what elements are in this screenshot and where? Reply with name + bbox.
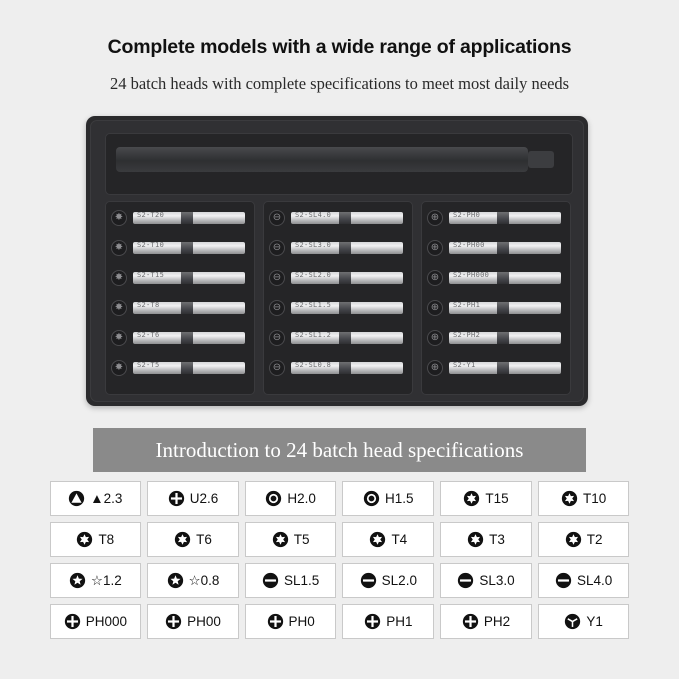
bit-slot [269, 238, 407, 259]
spec-cell-label: T3 [489, 532, 505, 547]
bit-code: S2-T20 [137, 211, 165, 219]
phillips-bit-icon [267, 613, 284, 630]
bit-code: S2-T6 [137, 331, 160, 339]
spec-cell-label: Y1 [586, 614, 603, 629]
screwdriver-bit [133, 212, 245, 224]
bit-code: S2-PH2 [453, 331, 481, 339]
bit-slot [269, 208, 407, 229]
torx-socket-icon: ✸ [111, 270, 127, 286]
triangle-bit-icon [68, 490, 85, 507]
bit-code: S2-T15 [137, 271, 165, 279]
bit-slot [427, 238, 565, 259]
slotted-socket-icon: ⊖ [269, 240, 285, 256]
screwdriver-bit [449, 212, 561, 224]
bit-collar [497, 242, 509, 254]
spec-cell [342, 481, 434, 516]
torx-bit-icon [565, 531, 582, 548]
spec-cell [440, 481, 532, 516]
bit-slot [269, 298, 407, 319]
spec-cell-label: PH1 [386, 614, 413, 629]
spec-cell-label: PH0 [288, 614, 315, 629]
spec-cell [245, 522, 337, 557]
bit-slot [427, 268, 565, 289]
screwdriver-bit [291, 242, 403, 254]
screwdriver-bit [133, 242, 245, 254]
pentalobe-bit-icon [69, 572, 86, 589]
screwdriver-bit [133, 332, 245, 344]
spec-cell-label: PH2 [483, 614, 511, 629]
phillips-bit-icon [165, 613, 182, 630]
bit-slot [269, 358, 407, 379]
spec-cell [440, 604, 532, 639]
spec-cell-label: ▲2.3 [90, 491, 123, 506]
spec-cell-label: T15 [485, 491, 509, 506]
bit-collar [339, 332, 351, 344]
torx-bit-icon [467, 531, 484, 548]
spec-cell-label: T5 [293, 532, 310, 547]
spec-cell-label: T6 [196, 532, 212, 547]
handle-compartment [105, 133, 573, 195]
spec-cell-label: T2 [586, 532, 603, 547]
page-title: Complete models with a wide range of applications [107, 36, 572, 58]
screwdriver-bit [291, 272, 403, 284]
spec-cell-label: SL2.0 [381, 573, 417, 588]
bit-code: S2-SL2.0 [295, 271, 332, 279]
page-subtitle: 24 batch heads with complete specifications to meet most daily needs [109, 74, 570, 93]
bit-code: S2-SL1.2 [295, 331, 332, 339]
phillips-socket-icon: ⊕ [427, 270, 443, 286]
screwdriver-bit [133, 272, 245, 284]
bit-code: S2-SL1.5 [295, 301, 332, 309]
spec-cell [50, 481, 142, 516]
spec-table [50, 481, 630, 639]
spec-cell-label: T4 [391, 532, 408, 547]
torx-socket-icon: ✸ [111, 210, 127, 226]
screwdriver-bit [133, 362, 245, 374]
spec-cell-label: PH000 [85, 614, 127, 629]
bit-slot [111, 208, 249, 229]
bit-collar [497, 332, 509, 344]
bit-slot [427, 328, 565, 349]
screwdriver-bit [291, 212, 403, 224]
bit-slot [427, 298, 565, 319]
slotted-socket-icon: ⊖ [269, 210, 285, 226]
bit-slot [427, 208, 565, 229]
product-photo [0, 110, 679, 420]
screwdriver-bit [291, 302, 403, 314]
bit-code: S2-SL4.0 [295, 211, 332, 219]
spec-cell [342, 522, 434, 557]
handle-tip [528, 151, 554, 168]
screwdriver-bit [133, 302, 245, 314]
spec-cell-label: PH00 [187, 614, 221, 629]
bit-collar [339, 212, 351, 224]
bit-code: S2-T8 [137, 301, 160, 309]
hex-bit-icon [363, 490, 380, 507]
spec-cell-label: SL3.0 [479, 573, 515, 588]
spec-cell [342, 563, 434, 598]
phillips-bit-icon [64, 613, 81, 630]
bit-slot [111, 268, 249, 289]
spec-cell [50, 604, 142, 639]
bit-slot [111, 328, 249, 349]
phillips-socket-icon: ⊕ [427, 360, 443, 376]
torx-bit-icon [561, 490, 578, 507]
phillips-socket-icon: ⊕ [427, 300, 443, 316]
spec-cell-label: H1.5 [385, 491, 414, 506]
spec-cell [50, 522, 142, 557]
bit-slot [111, 238, 249, 259]
torx-socket-icon: ✸ [111, 330, 127, 346]
screwdriver-bit [449, 242, 561, 254]
spec-cell-label: T10 [583, 491, 607, 506]
spec-cell-label: SL4.0 [577, 573, 613, 588]
bit-column-3 [421, 201, 571, 395]
spec-cell [538, 522, 630, 557]
bit-collar [181, 362, 193, 374]
bit-collar [181, 332, 193, 344]
case-interior [90, 120, 584, 402]
spec-cell [147, 604, 239, 639]
spec-cell [147, 563, 239, 598]
spec-cell [440, 522, 532, 557]
bit-code: S2-T5 [137, 361, 160, 369]
torx-socket-icon: ✸ [111, 300, 127, 316]
bit-code: S2-Y1 [453, 361, 476, 369]
spec-cell [147, 522, 239, 557]
spec-cell-label: U2.6 [189, 491, 219, 506]
spec-banner [93, 428, 586, 472]
phillips-bit-icon [462, 613, 479, 630]
spec-cell-label: T8 [98, 532, 115, 547]
phillips-socket-icon: ⊕ [427, 240, 443, 256]
tool-case [86, 116, 588, 406]
phillips-bit-icon [168, 490, 185, 507]
spec-cell [147, 481, 239, 516]
bit-code: S2-T10 [137, 241, 165, 249]
spec-cell [245, 481, 337, 516]
screwdriver-bit [449, 362, 561, 374]
bit-code: S2-PH0 [453, 211, 481, 219]
screwdriver-bit [291, 362, 403, 374]
bit-collar [339, 242, 351, 254]
slotted-socket-icon: ⊖ [269, 270, 285, 286]
bit-collar [497, 302, 509, 314]
phillips-bit-icon [364, 613, 381, 630]
bit-collar [339, 302, 351, 314]
spec-banner-title: Introduction to 24 batch head specifications [155, 437, 524, 462]
phillips-socket-icon: ⊕ [427, 330, 443, 346]
bit-column-2 [263, 201, 413, 395]
torx-bit-icon [463, 490, 480, 507]
spec-cell [440, 563, 532, 598]
spec-cell [50, 563, 142, 598]
bit-collar [181, 212, 193, 224]
screwdriver-bit [291, 332, 403, 344]
slotted-bit-icon [360, 572, 377, 589]
tri-wing-bit-icon [564, 613, 581, 630]
screwdriver-bit [449, 302, 561, 314]
bit-collar [339, 362, 351, 374]
bit-collar [339, 272, 351, 284]
spec-cell [342, 604, 434, 639]
torx-socket-icon: ✸ [111, 240, 127, 256]
screwdriver-handle [116, 147, 528, 172]
screwdriver-bit [449, 272, 561, 284]
slotted-socket-icon: ⊖ [269, 300, 285, 316]
spec-cell [245, 563, 337, 598]
bit-code: S2-PH1 [453, 301, 481, 309]
bit-code: S2-PH000 [453, 271, 490, 279]
slotted-bit-icon [262, 572, 279, 589]
spec-cell [245, 604, 337, 639]
torx-bit-icon [369, 531, 386, 548]
bit-collar [181, 302, 193, 314]
bit-code: S2-SL0.8 [295, 361, 332, 369]
bit-columns [105, 201, 571, 373]
slotted-bit-icon [457, 572, 474, 589]
bit-column-1 [105, 201, 255, 395]
bit-collar [497, 362, 509, 374]
bit-collar [497, 272, 509, 284]
spec-cell-label: ☆1.2 [90, 572, 122, 588]
bit-slot [427, 358, 565, 379]
bit-slot [269, 268, 407, 289]
spec-cell-label: SL1.5 [284, 573, 320, 588]
bit-slot [269, 328, 407, 349]
bit-slot [111, 358, 249, 379]
pentalobe-bit-icon [167, 572, 184, 589]
torx-bit-icon [174, 531, 191, 548]
screwdriver-bit [449, 332, 561, 344]
spec-cell [538, 563, 630, 598]
spec-cell-label: H2.0 [287, 491, 316, 506]
spec-cell-label: ☆0.8 [188, 572, 220, 588]
slotted-socket-icon: ⊖ [269, 330, 285, 346]
bit-code: S2-SL3.0 [295, 241, 332, 249]
slotted-socket-icon: ⊖ [269, 360, 285, 376]
spec-cell [538, 604, 630, 639]
hex-bit-icon [265, 490, 282, 507]
bit-code: S2-PH00 [453, 241, 485, 249]
spec-cell [538, 481, 630, 516]
slotted-bit-icon [555, 572, 572, 589]
bit-collar [181, 272, 193, 284]
torx-bit-icon [272, 531, 289, 548]
torx-bit-icon [76, 531, 93, 548]
phillips-socket-icon: ⊕ [427, 210, 443, 226]
torx-socket-icon: ✸ [111, 360, 127, 376]
bit-slot [111, 298, 249, 319]
bit-collar [497, 212, 509, 224]
bit-collar [181, 242, 193, 254]
